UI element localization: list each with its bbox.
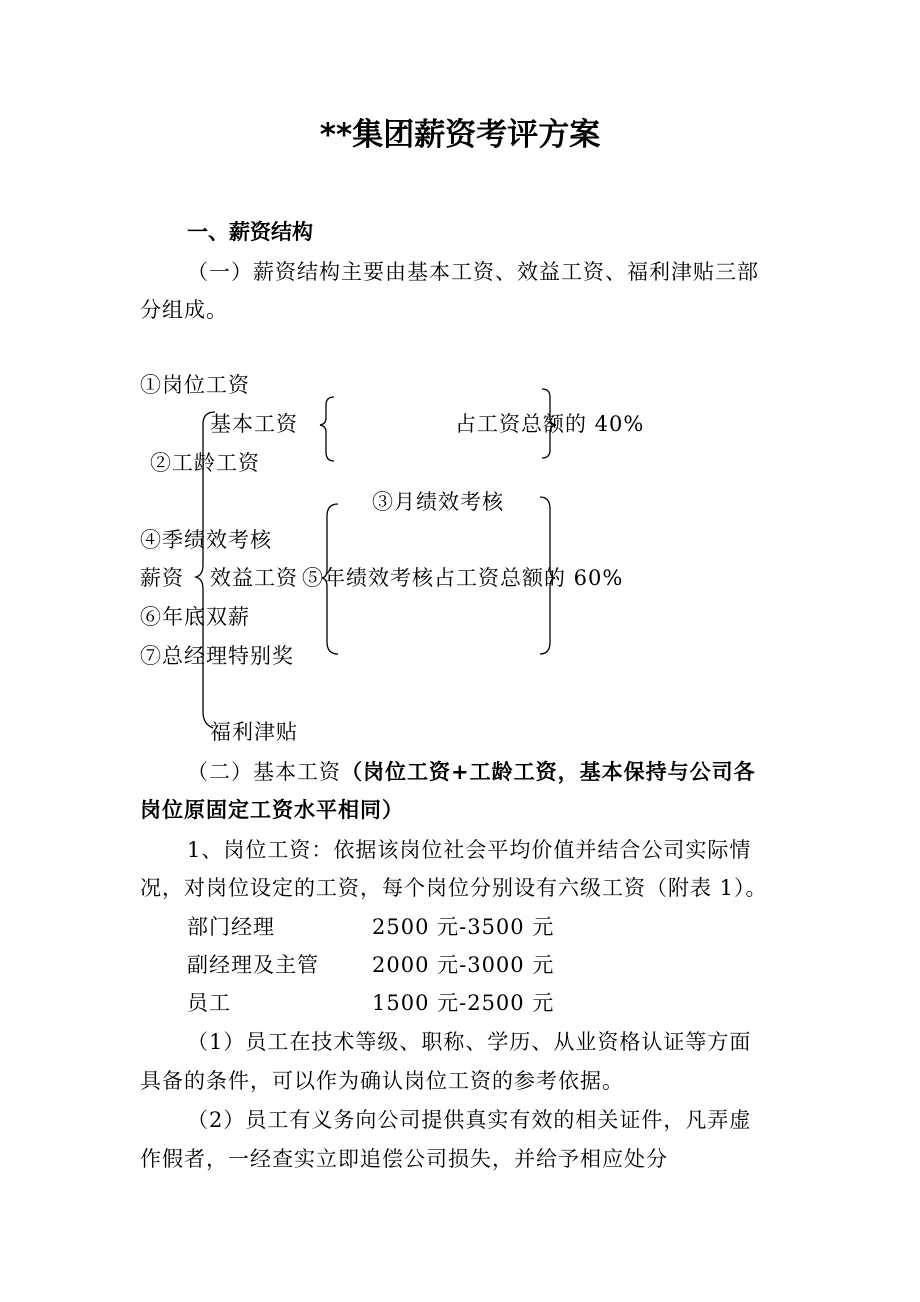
diagram-benefit-label: 效益工资 <box>210 566 298 590</box>
wage-row-position: 部门经理 <box>187 915 275 939</box>
brace-basic <box>320 397 334 461</box>
note1-line1: （1）员工在技术等级、职称、学历、从业资格认证等方面 <box>187 1030 752 1054</box>
wage-row-position: 员工 <box>187 991 231 1015</box>
diagram-item1: ①岗位工资 <box>140 373 250 397</box>
note2-line1: （2）员工有义务向公司提供真实有效的相关证件，凡弄虚 <box>187 1108 752 1132</box>
wage-row-range: 1500 元-2500 元 <box>372 991 555 1015</box>
note1-line2: 具备的条件，可以作为确认岗位工资的参考依据。 <box>140 1069 624 1093</box>
diagram-item7: ⑦总经理特别奖 <box>140 644 294 668</box>
section2-heading-bold-line2: 岗位原固定工资水平相同） <box>140 798 404 822</box>
diagram-item2: ②工龄工资 <box>150 451 260 475</box>
diagram-item6: ⑥年底双薪 <box>140 605 250 629</box>
section1-paragraph-line2: 分组成。 <box>140 298 228 322</box>
diagram-item4: ④季绩效考核 <box>140 528 272 552</box>
section2-heading-bold-line1: （岗位工资+工龄工资，基本保持与公司各 <box>341 760 756 784</box>
diagram-salary-label: 薪资 <box>140 566 184 590</box>
section2-heading-prefix: （二）基本工资 <box>187 760 341 784</box>
page-title: **集团薪资考评方案 <box>319 117 601 153</box>
diagram-item5-share: ⑤年绩效考核占工资总额的 60% <box>302 566 624 590</box>
diagram-item3: ③月绩效考核 <box>372 490 504 514</box>
wage-row-range: 2500 元-3500 元 <box>372 915 555 939</box>
section2-heading <box>187 762 756 783</box>
diagram-basic-label: 基本工资 <box>210 412 298 436</box>
wage-row-range: 2000 元-3000 元 <box>372 953 555 977</box>
note2-line2: 作假者，一经查实立即追偿公司损失，并给予相应处分 <box>140 1147 668 1171</box>
section2-item1-line1: 1、岗位工资：依据该岗位社会平均价值并结合公司实际情 <box>187 838 752 862</box>
section1-heading: 一、薪资结构 <box>187 220 313 244</box>
wage-row-position: 副经理及主管 <box>187 953 319 977</box>
diagram-basic-share: 占工资总额的 40% <box>455 412 645 436</box>
section2-item1-line2: 况，对岗位设定的工资，每个岗位分别设有六级工资（附表 1）。 <box>140 876 768 900</box>
diagram-welfare-label: 福利津贴 <box>210 720 298 744</box>
section1-paragraph-line1: （一）薪资结构主要由基本工资、效益工资、福利津贴三部 <box>187 260 759 284</box>
